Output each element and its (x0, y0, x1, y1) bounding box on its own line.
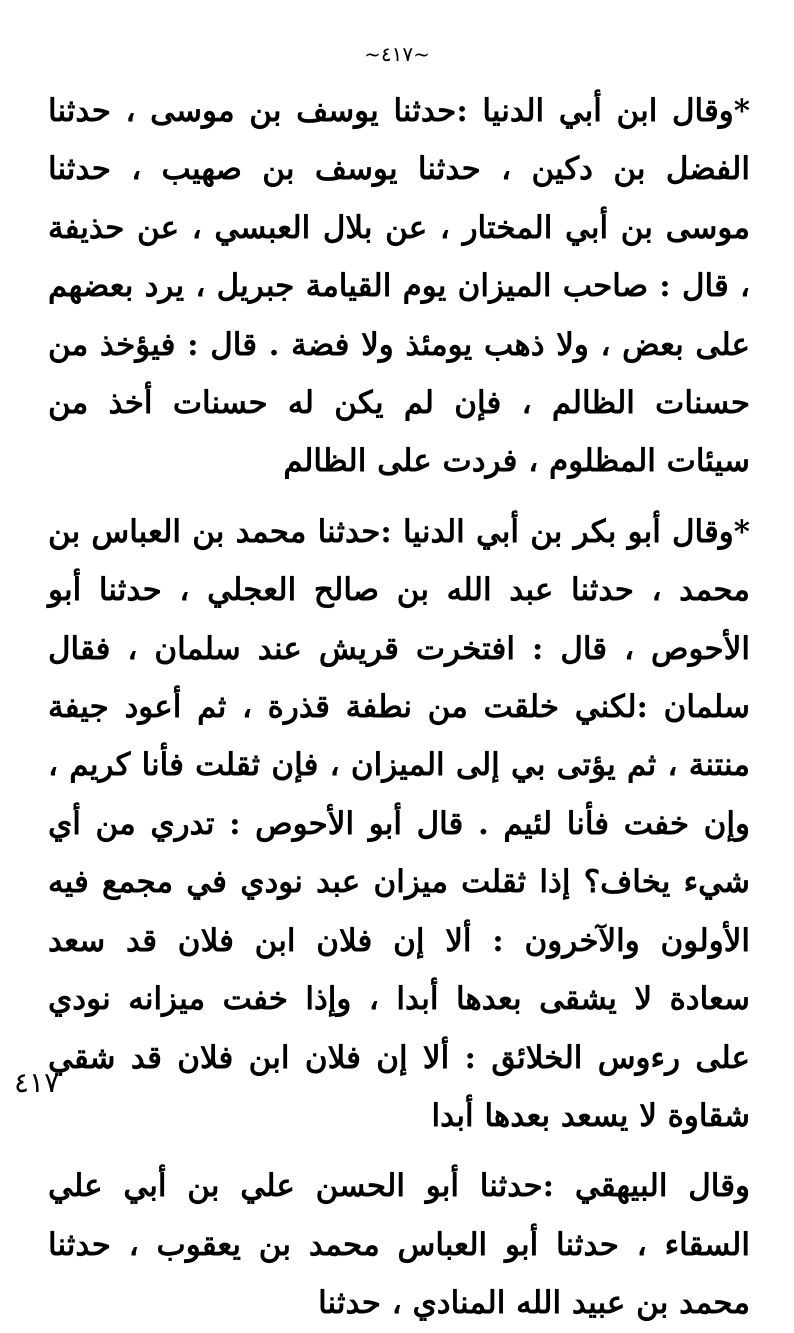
paragraph-1: *وقال ابن أبي الدنيا :حدثنا يوسف بن موسى ، حدثنا الفضل بن دكين ، حدثنا يوسف بن صهيب ، حدثنا موسى بن أبي المختار ، عن بلال العبسي ، عن حذيفة ، قال : صاحب الميزان يوم القيامة جبريل ، يرد بعضهم على بعض ، ولا ذهب يومئذ ولا فضة . قال : فيؤخذ من حسنات الظالم ، فإن لم يكن له حسنات أخذ من سيئات المظلوم ، فردت على الظالم (48, 93, 750, 480)
paragraph-3: وقال البيهقي :حدثنا أبو الحسن علي بن أبي علي السقاء ، حدثنا أبو العباس محمد بن يعقوب ، حدثنا محمد بن عبيد الله المنادي ، حدثنا (48, 1168, 750, 1322)
page-number: ٤١٧ (14, 1066, 60, 1099)
page-header-marker: ~٤١٧~ (364, 42, 430, 66)
paragraph-2: *وقال أبو بكر بن أبي الدنيا :حدثنا محمد بن العباس بن محمد ، حدثنا عبد الله بن صالح العجلي ، حدثنا أبو الأحوص ، قال : افتخرت قريش عند سلمان ، فقال سلمان :لكني خلقت من نطفة قذرة ، ثم أعود جيفة منتنة ، ثم يؤتى بي إلى الميزان ، فإن ثقلت فأنا كريم ، وإن خفت فأنا لئيم . قال أبو الأحوص : تدري من أي شيء يخاف؟ إذا ثقلت ميزان عبد نودي في مجمع فيه الأولون والآخرون : ألا إن فلان ابن فلان قد سعد سعادة لا يشقى بعدها أبدا ، وإذا خفت ميزانه نودي على رءوس الخلائق : ألا إن فلان ابن فلان قد شقي شقاوة لا يسعد بعدها أبدا (48, 513, 750, 1134)
main-text (48, 82, 750, 1333)
